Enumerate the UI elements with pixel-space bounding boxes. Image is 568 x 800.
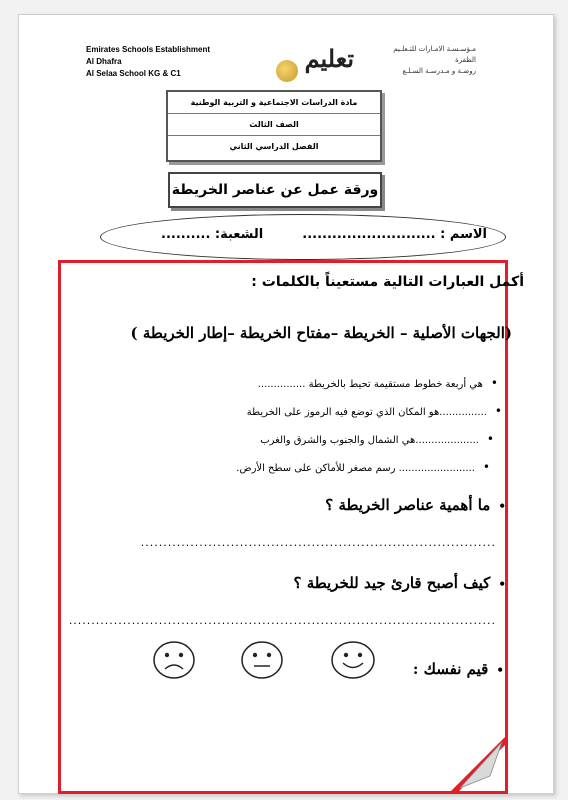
name-label: الاسم : bbox=[440, 227, 487, 242]
student-info-row bbox=[161, 227, 487, 242]
question-2-text: كيف أصبح قارئ جيد للخريطة ؟ bbox=[293, 574, 491, 592]
sad-face-icon[interactable] bbox=[152, 640, 196, 680]
page-curl-icon bbox=[450, 736, 506, 792]
question-1 bbox=[325, 496, 506, 514]
bullet-icon: • bbox=[494, 404, 502, 418]
school-name-english bbox=[86, 44, 210, 80]
bullet-icon: • bbox=[490, 376, 498, 390]
statement-text[interactable]: ........................ رسم مصغر للأماكن على سطح الأرض. bbox=[236, 463, 475, 474]
bullet-icon: • bbox=[496, 663, 504, 677]
section-label: الشعبة: bbox=[214, 227, 264, 242]
school-name-arabic bbox=[393, 44, 476, 77]
statement-4 bbox=[236, 460, 490, 474]
answer-1-line[interactable]: ............................................................................... bbox=[140, 536, 496, 549]
self-assessment-label: قيم نفسك : bbox=[412, 660, 489, 678]
worksheet-title: ورقة عمل عن عناصر الخريطة bbox=[168, 172, 382, 208]
word-bank: (الجهات الأصلية – الخريطة –مفتاح الخريطة –إطار الخريطة ) bbox=[130, 324, 512, 342]
header-en-line2: Al Dhafra bbox=[86, 57, 122, 66]
answer-2-line[interactable]: ............................................................................................... bbox=[68, 614, 496, 627]
taleem-logo bbox=[272, 44, 354, 84]
self-assessment bbox=[413, 660, 504, 678]
statement-2 bbox=[247, 404, 502, 418]
header-en-line3: Al Selaa School KG & C1 bbox=[86, 69, 181, 78]
statement-text[interactable]: هي أربعة خطوط مستقيمة تحيط بالخريطة ............... bbox=[257, 379, 483, 390]
statement-1 bbox=[258, 376, 498, 390]
bullet-icon: • bbox=[486, 432, 494, 446]
question-1-text: ما أهمية عناصر الخريطة ؟ bbox=[325, 496, 491, 514]
subject-info-box bbox=[166, 90, 382, 162]
logo-text: تعليم bbox=[304, 44, 354, 73]
term-label: الفصل الدراسي الثاني bbox=[168, 135, 380, 157]
subject-name: مادة الدراسات الاجتماعية و التربية الوطنية bbox=[190, 98, 358, 107]
neutral-face-icon[interactable] bbox=[240, 640, 284, 680]
happy-face-icon[interactable] bbox=[330, 640, 376, 680]
bullet-icon: • bbox=[498, 499, 506, 513]
question-2 bbox=[294, 574, 506, 592]
statement-3 bbox=[260, 432, 494, 446]
statement-text[interactable]: ...............هو المكان الذي توضع فيه الرموز على الخريطة bbox=[246, 407, 487, 418]
student-info-oval bbox=[100, 214, 506, 260]
header-ar-line1: مـؤسـسـة الامـارات للتـعلـيم bbox=[393, 45, 476, 53]
header-ar-line2: الظفرة bbox=[455, 56, 476, 64]
bullet-icon: • bbox=[498, 577, 506, 591]
header-en-line1: Emirates Schools Establishment bbox=[86, 45, 211, 54]
grade-label: الصف الثالث bbox=[168, 113, 380, 135]
name-field[interactable]: ........................... bbox=[302, 227, 436, 242]
statement-text[interactable]: ....................هي الشمال والجنوب والشرق والغرب bbox=[260, 435, 479, 446]
instruction-text: أكمل العبارات التالية مستعيناً بالكلمات : bbox=[251, 274, 524, 290]
section-field[interactable]: .......... bbox=[161, 227, 211, 242]
header-ar-line3: روضـة و مـدرسـة السـلـع bbox=[402, 67, 476, 75]
logo-sun-icon bbox=[276, 60, 298, 82]
bullet-icon: • bbox=[482, 460, 490, 474]
